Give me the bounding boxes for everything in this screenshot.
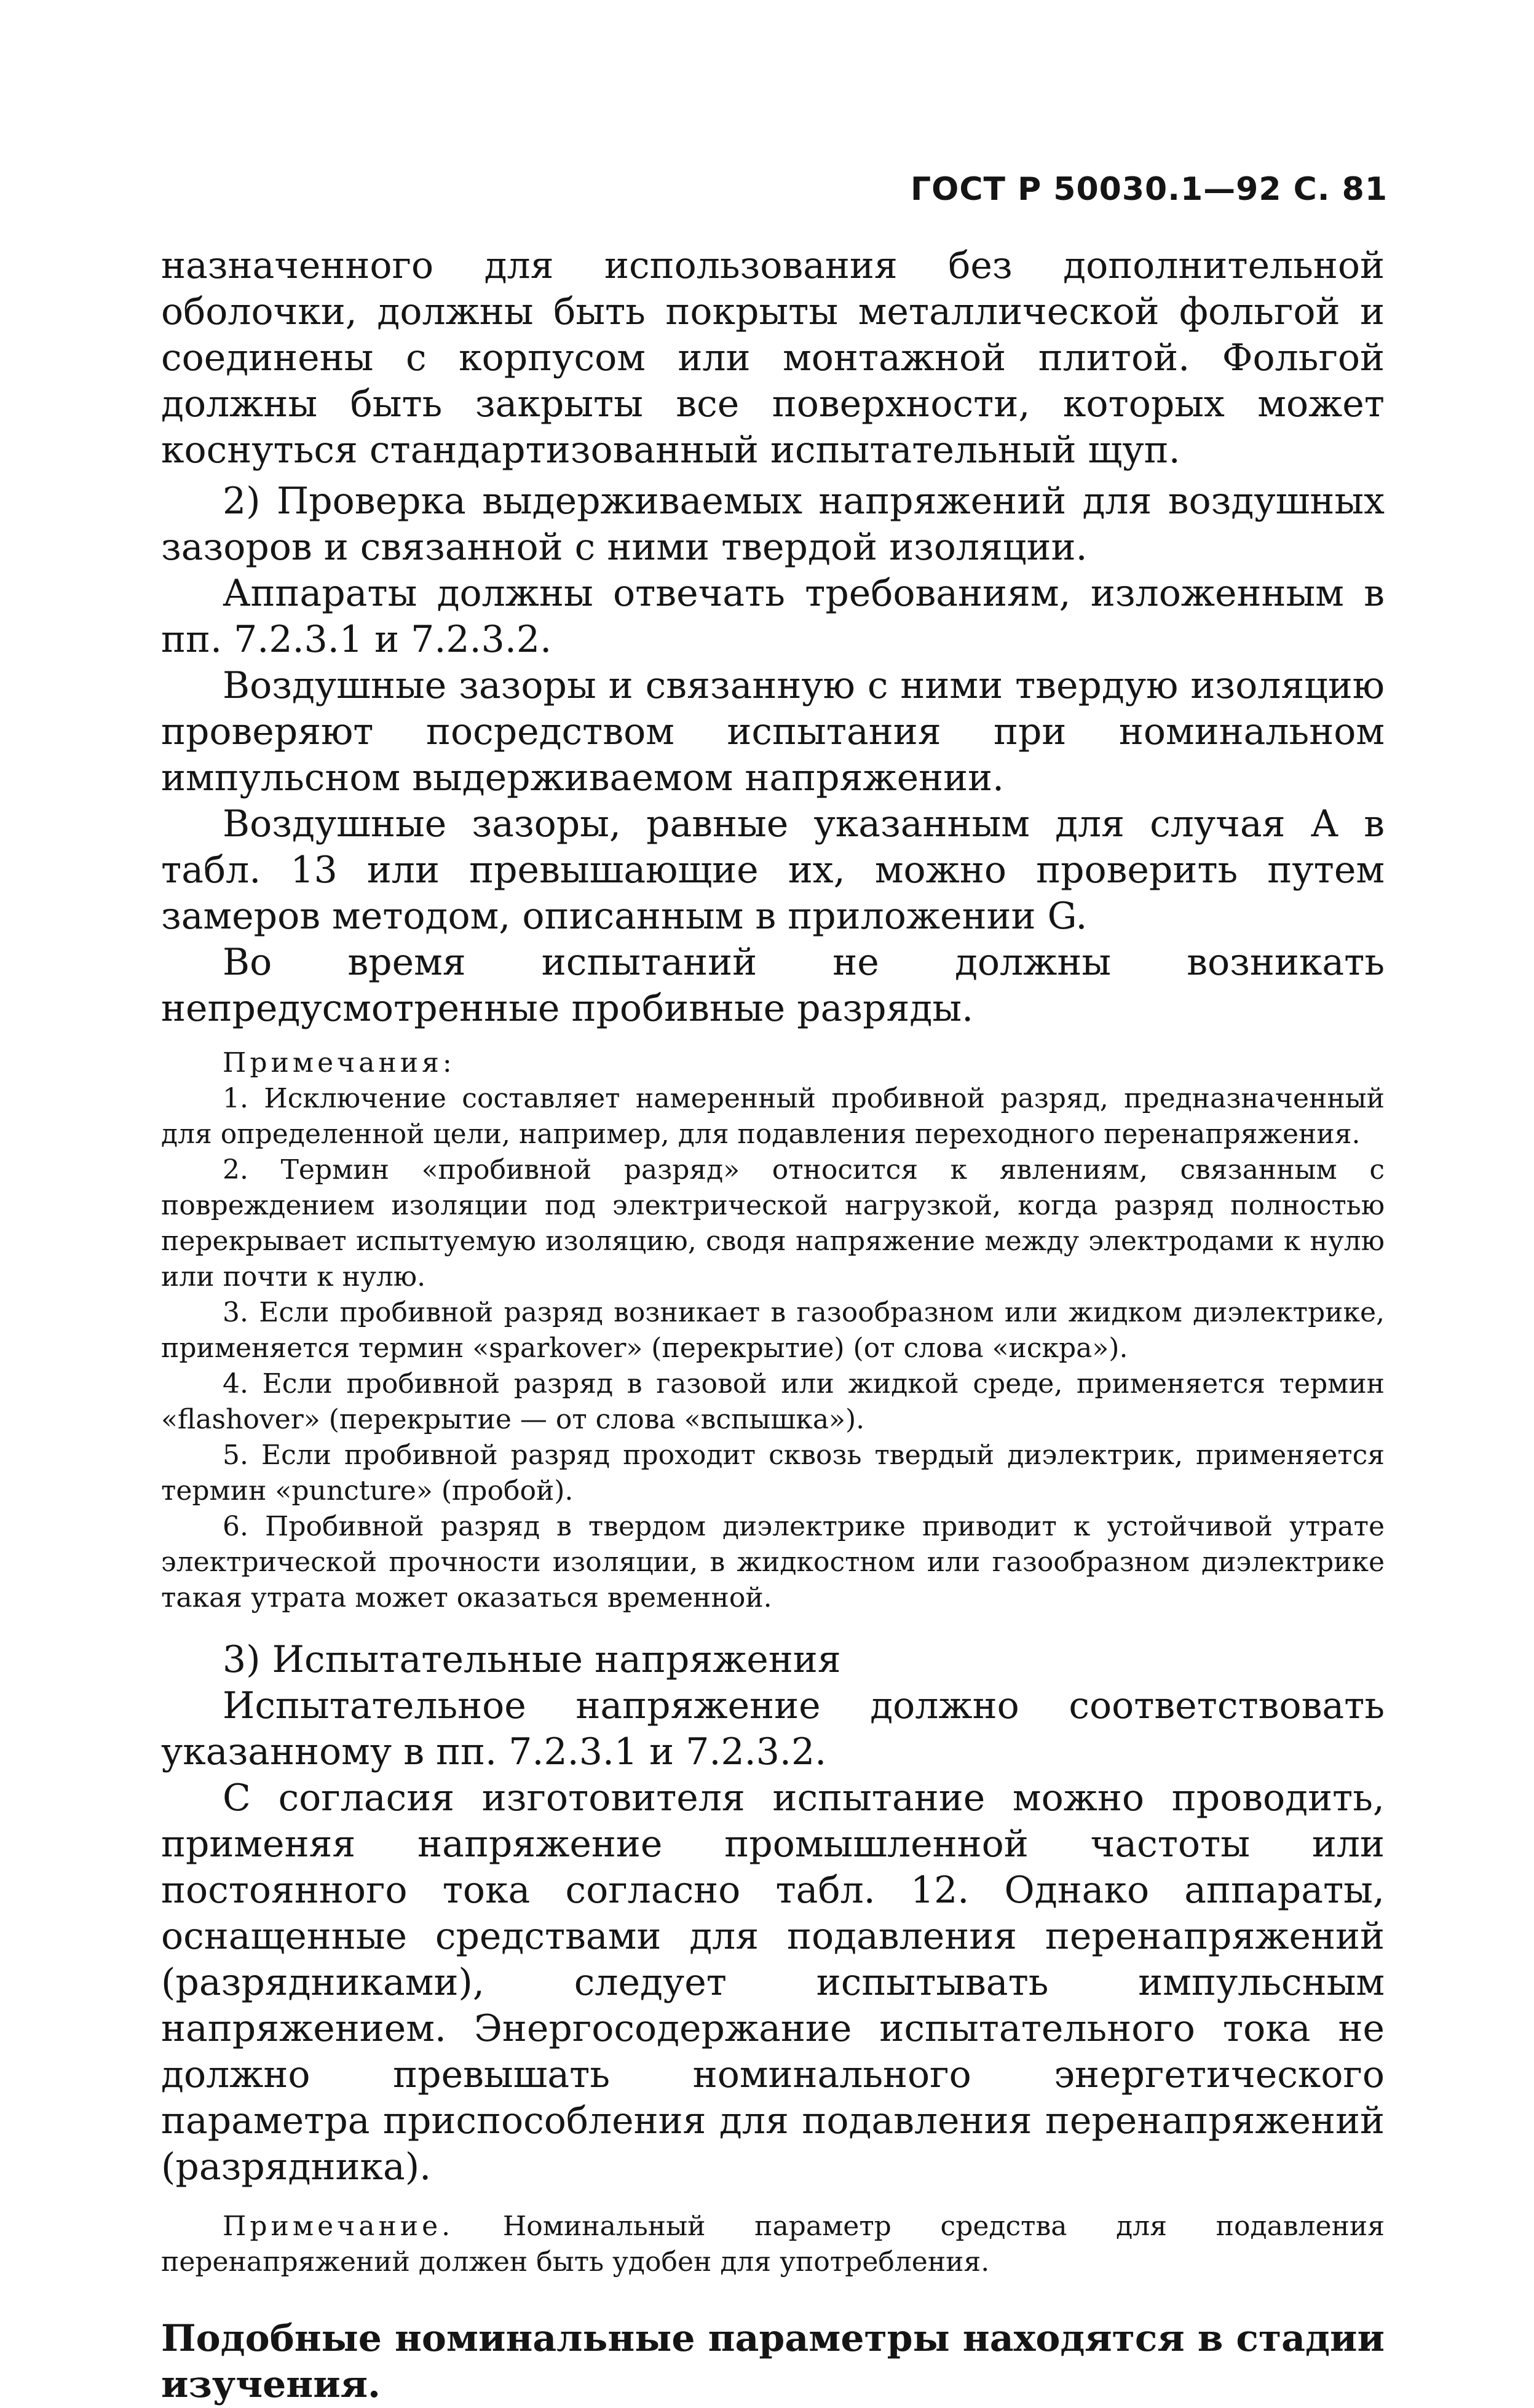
- final-note: [161, 2209, 1385, 2280]
- paragraph-no-discharges: Во время испытаний не должны возникать непредусмотренные пробивные разряды.: [161, 941, 1385, 1030]
- note-item: 1. Исключение составляет намеренный пробивной разряд, предназначенный для определенной цели, например, для подавления переходного перенапряжения.: [161, 1083, 1385, 1150]
- page-content: [161, 243, 1385, 2408]
- page-header: ГОСТ Р 50030.1—92 С. 81: [911, 171, 1388, 208]
- note-item: 3. Если пробивной разряд возникает в газообразном или жидком диэлектрике, применяется термин «sparkover» (перекрытие) (от слова «искра»).: [161, 1297, 1385, 1364]
- paragraph-manufacturer-consent: С согласия изготовителя испытание можно проводить, применяя напряжение промышленной частоты или постоянного тока согласно табл. 12. Однако аппараты, оснащенные средствами для подавления перенапряжений (разрядниками), следует испытывать импульсным напряжением. Энергосодержание испытательного тока не должно превышать номинального энергетического параметра приспособления для подавления перенапряжений (разрядника).: [161, 1776, 1385, 2188]
- final-note-label: Примечание.: [223, 2211, 454, 2242]
- paragraph-air-gaps-check: Воздушные зазоры и связанную с ними твердую изоляцию проверяют посредством испытания при номинальном импульсном выдерживаемом напряжении.: [161, 664, 1385, 799]
- note-item: 6. Пробивной разряд в твердом диэлектрике приводит к устойчивой утрате электрической прочности изоляции, в жидкостном или газообразном диэлектрике такая утрата может оказаться временной.: [161, 1511, 1385, 1614]
- note-item: 5. Если пробивной разряд проходит сквозь твердый диэлектрик, применяется термин «puncture» (пробой).: [161, 1440, 1385, 1507]
- note-item: 4. Если пробивной разряд в газовой или жидкой среде, применяется термин «flashover» (перекрытие — от слова «вспышка»).: [161, 1368, 1385, 1435]
- paragraph-requirements: Аппараты должны отвечать требованиям, изложенным в пп. 7.2.3.1 и 7.2.3.2.: [161, 572, 1385, 661]
- closing-statement: Подобные номинальные параметры находятся в стадии изучения.: [161, 2317, 1385, 2406]
- notes-title: Примечания:: [223, 1047, 456, 1079]
- section-3-heading: 3) Испытательные напряжения: [223, 1638, 841, 1681]
- paragraph-air-gaps-table: Воздушные зазоры, равные указанным для случая А в табл. 13 или превышающие их, можно проверить путем замеров методом, описанным в приложении G.: [161, 802, 1385, 938]
- paragraph-test-voltage: Испытательное напряжение должно соответствовать указанному в пп. 7.2.3.1 и 7.2.3.2.: [161, 1684, 1385, 1773]
- note-item: 2. Термин «пробивной разряд» относится к явлениям, связанным с повреждением изоляции под электрической нагрузкой, когда разряд полностью перекрывает испытуемую изоляцию, сводя напряжение между электродами к нулю или почти к нулю.: [161, 1154, 1385, 1293]
- paragraph-continuation: назначенного для использования без дополнительной оболочки, должны быть покрыты металлической фольгой и соединены с корпусом или монтажной плитой. Фольгой должны быть закрыты все поверхности, которых может коснуться стандартизованный испытательный щуп.: [161, 244, 1385, 472]
- final-note-text: Номинальный параметр средства для подавления перенапряжений должен быть удобен для употребления.: [161, 2211, 1385, 2278]
- paragraph-section-2-heading: 2) Проверка выдерживаемых напряжений для воздушных зазоров и связанной с ними твердой изоляции.: [161, 480, 1385, 569]
